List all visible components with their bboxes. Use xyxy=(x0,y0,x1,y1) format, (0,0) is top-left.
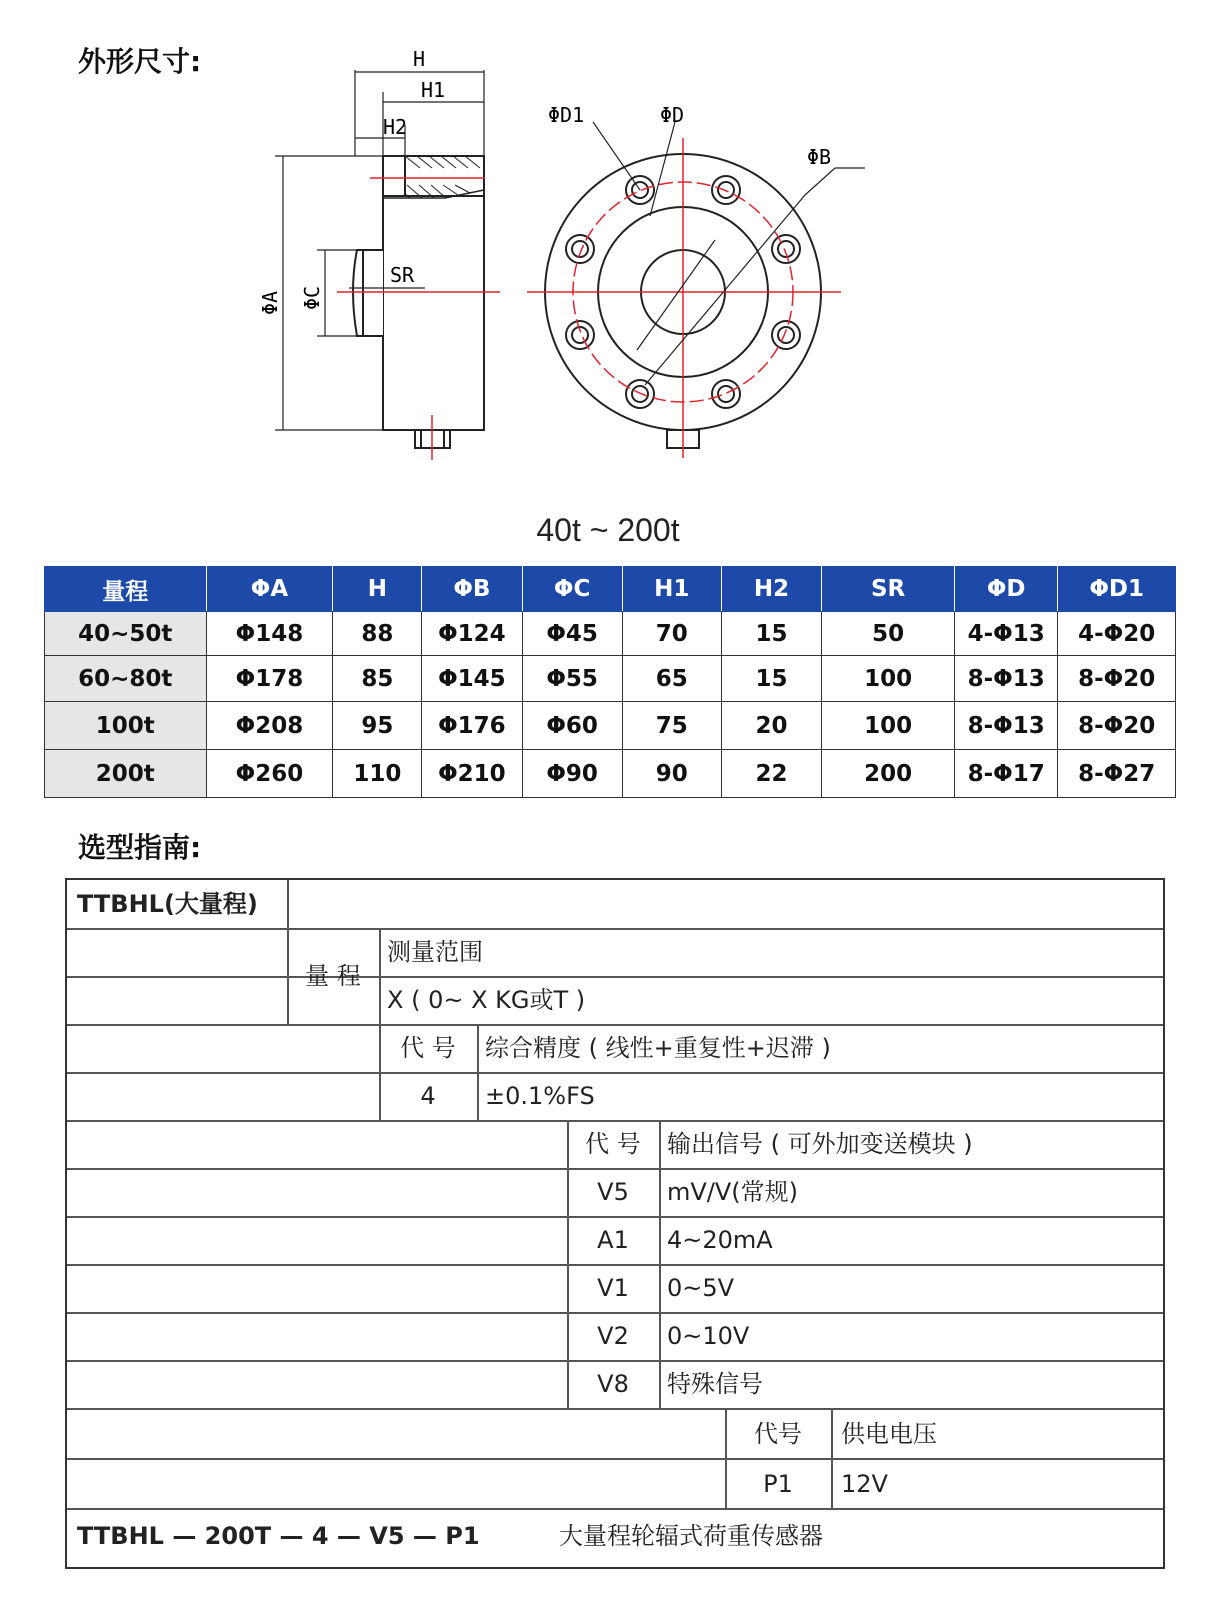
header-cell: 量程 xyxy=(45,567,207,612)
table-row xyxy=(45,702,1176,750)
table-cell: 50 xyxy=(822,612,955,656)
dimensions-title: 外形尺寸: xyxy=(78,45,202,78)
table-cell: Φ148 xyxy=(206,612,333,656)
label-phi-c: ΦC xyxy=(300,285,324,310)
accuracy-code-label: 代 号 xyxy=(400,1034,456,1062)
table-cell: Φ124 xyxy=(422,612,522,656)
output-code: V8 xyxy=(597,1370,629,1398)
table-cell: Φ90 xyxy=(522,750,622,798)
output-value: 0~10V xyxy=(667,1322,750,1350)
selection-title: 选型指南: xyxy=(78,831,202,864)
output-value: 0~5V xyxy=(667,1274,735,1302)
table-cell: Φ210 xyxy=(422,750,522,798)
output-code: V2 xyxy=(597,1322,629,1350)
example-desc: 大量程轮辐式荷重传感器 xyxy=(559,1522,823,1550)
label-sr: SR xyxy=(390,263,415,287)
output-value: 特殊信号 xyxy=(667,1370,763,1398)
table-cell: 4-Φ20 xyxy=(1058,612,1176,656)
output-code: V5 xyxy=(597,1178,629,1206)
header-cell: H xyxy=(333,567,422,612)
table-cell: 8-Φ17 xyxy=(955,750,1058,798)
range-value: X ( 0~ X KG或T ) xyxy=(387,986,586,1014)
table-cell: 15 xyxy=(721,612,821,656)
output-desc: 输出信号 ( 可外加变送模块 ) xyxy=(667,1130,973,1158)
table-row xyxy=(45,612,1176,656)
table-cell: 40~50t xyxy=(45,612,207,656)
label-phi-b: ΦB xyxy=(807,145,832,169)
table-cell: 85 xyxy=(333,656,422,702)
table-cell: Φ208 xyxy=(206,702,333,750)
guide-model: TTBHL(大量程) xyxy=(77,890,258,918)
accuracy-desc: 综合精度 ( 线性+重复性+迟滞 ) xyxy=(485,1034,831,1062)
front-view xyxy=(527,122,865,458)
table-cell: Φ55 xyxy=(522,656,622,702)
table-cell: 200 xyxy=(822,750,955,798)
side-view xyxy=(353,156,484,448)
table-cell: 75 xyxy=(622,702,721,750)
header-cell: H2 xyxy=(721,567,821,612)
label-phi-d1: ΦD1 xyxy=(548,103,585,127)
header-cell: ΦB xyxy=(422,567,522,612)
table-cell: 20 xyxy=(721,702,821,750)
table-cell: Φ176 xyxy=(422,702,522,750)
table-row xyxy=(45,750,1176,798)
table-cell: 8-Φ13 xyxy=(955,702,1058,750)
label-h2: H2 xyxy=(383,115,408,139)
table-cell: 8-Φ20 xyxy=(1058,702,1176,750)
power-desc: 供电电压 xyxy=(841,1420,937,1448)
range-caption: 40t ~ 200t xyxy=(536,512,680,548)
dimension-table xyxy=(44,566,1176,798)
table-header-row xyxy=(45,567,1176,612)
label-h1: H1 xyxy=(421,78,446,102)
table-cell: Φ145 xyxy=(422,656,522,702)
table-cell: 15 xyxy=(721,656,821,702)
table-cell: 8-Φ13 xyxy=(955,656,1058,702)
example-code: TTBHL — 200T — 4 — V5 — P1 xyxy=(77,1522,480,1550)
table-cell: 8-Φ27 xyxy=(1058,750,1176,798)
power-code: P1 xyxy=(763,1470,793,1498)
label-phi-a: ΦA xyxy=(258,290,282,315)
label-phi-d: ΦD xyxy=(660,103,685,127)
range-label: 量 程 xyxy=(305,962,361,990)
header-cell: ΦD1 xyxy=(1058,567,1176,612)
table-cell: 88 xyxy=(333,612,422,656)
table-cell: 200t xyxy=(45,750,207,798)
table-row xyxy=(45,656,1176,702)
header-cell: ΦD xyxy=(955,567,1058,612)
accuracy-code: 4 xyxy=(420,1082,436,1110)
range-desc: 测量范围 xyxy=(387,938,483,966)
table-cell: 95 xyxy=(333,702,422,750)
output-value: 4~20mA xyxy=(667,1226,773,1254)
dimension-drawing xyxy=(245,30,865,470)
table-cell: 8-Φ20 xyxy=(1058,656,1176,702)
table-cell: 100 xyxy=(822,656,955,702)
table-cell: Φ178 xyxy=(206,656,333,702)
table-cell: 90 xyxy=(622,750,721,798)
header-cell: ΦC xyxy=(522,567,622,612)
output-code-label: 代 号 xyxy=(585,1130,641,1158)
power-code-label: 代号 xyxy=(754,1420,802,1448)
accuracy-value: ±0.1%FS xyxy=(485,1082,595,1110)
power-value: 12V xyxy=(841,1470,888,1498)
table-cell: 65 xyxy=(622,656,721,702)
table-cell: 60~80t xyxy=(45,656,207,702)
table-cell: 110 xyxy=(333,750,422,798)
table-cell: Φ260 xyxy=(206,750,333,798)
header-cell: SR xyxy=(822,567,955,612)
label-h: H xyxy=(413,47,426,71)
table-cell: 100t xyxy=(45,702,207,750)
header-cell: ΦA xyxy=(206,567,333,612)
table-cell: 22 xyxy=(721,750,821,798)
output-value: mV/V(常规) xyxy=(667,1178,799,1206)
output-code: A1 xyxy=(597,1226,629,1254)
header-cell: H1 xyxy=(622,567,721,612)
output-code: V1 xyxy=(597,1274,629,1302)
table-cell: 100 xyxy=(822,702,955,750)
table-cell: Φ45 xyxy=(522,612,622,656)
selection-guide xyxy=(65,878,1165,1569)
table-cell: Φ60 xyxy=(522,702,622,750)
table-cell: 70 xyxy=(622,612,721,656)
table-cell: 4-Φ13 xyxy=(955,612,1058,656)
